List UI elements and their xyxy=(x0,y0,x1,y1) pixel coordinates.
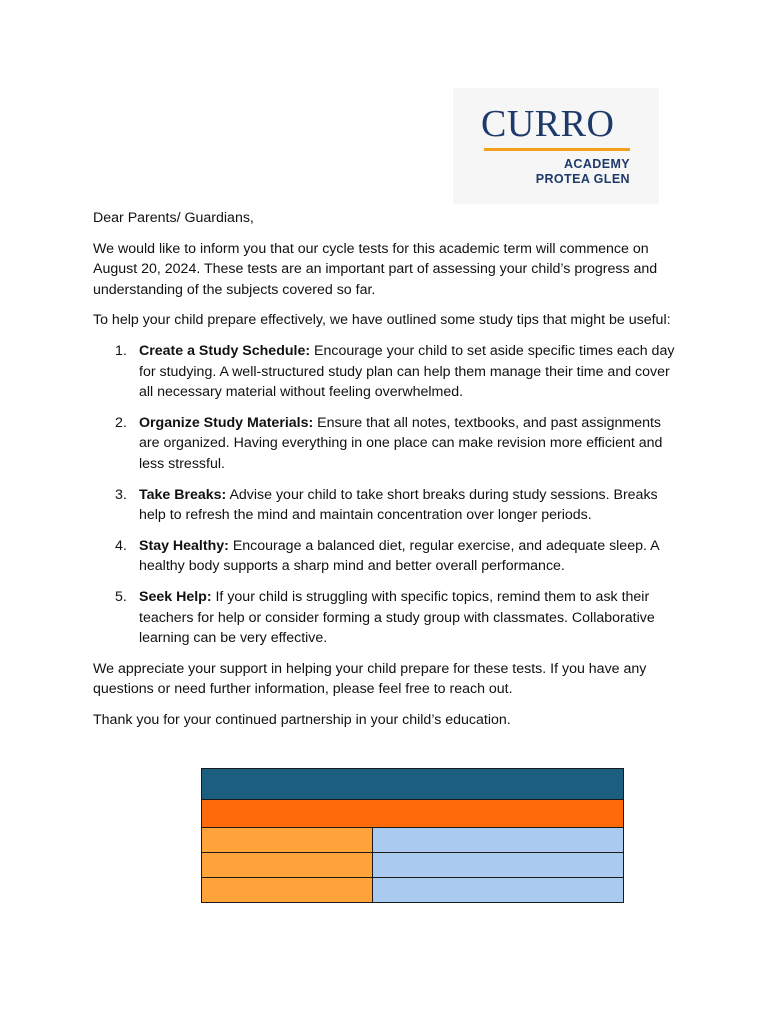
tip-number: 1. xyxy=(115,342,127,359)
tip-text: Advise your child to take short breaks during study sessions. Breaks help to refresh the mind and maintain concentration over longer periods. xyxy=(139,486,658,524)
tip-title: Take Breaks: xyxy=(139,486,227,503)
intro-paragraph: We would like to inform you that our cycle tests for this academic term will commence on August 20, 2024. These tests are an important part of assessing your child’s progress and understanding of the subjects covered so far. xyxy=(93,240,658,298)
tip-number: 4. xyxy=(115,537,127,554)
tip-number: 2. xyxy=(115,414,127,431)
tips-lead-paragraph: To help your child prepare effectively, we have outlined some study tips that might be useful: xyxy=(93,312,671,329)
tip-text: If your child is struggling with specific topics, remind them to ask their teachers for help or consider forming a study group with classmates. Collaborative learning can be very effective. xyxy=(139,588,655,647)
logo-line-academy: ACADEMY xyxy=(564,157,630,171)
table-cell-right xyxy=(373,878,624,903)
table-cell-left xyxy=(202,878,373,903)
study-tips-list xyxy=(93,341,683,649)
tip-text: Encourage a balanced diet, regular exercise, and adequate sleep. A healthy body supports a sharp mind and better overall performance. xyxy=(139,537,659,575)
thanks-paragraph: Thank you for your continued partnership in your child’s education. xyxy=(93,711,511,728)
study-tip xyxy=(93,485,683,526)
tip-title: Create a Study Schedule: xyxy=(139,342,311,359)
study-tip xyxy=(93,536,683,577)
table-subheader-row xyxy=(202,800,624,828)
table-row xyxy=(202,853,624,878)
table-cell-left xyxy=(202,828,373,853)
table-cell-left xyxy=(202,853,373,878)
closing-paragraph: We appreciate your support in helping your child prepare for these tests. If you have any questions or need further information, please feel free to reach out. xyxy=(93,660,647,698)
school-logo xyxy=(453,88,659,204)
logo-divider xyxy=(484,148,630,151)
tip-number: 3. xyxy=(115,486,127,503)
study-tip xyxy=(93,413,683,475)
table-row xyxy=(202,878,624,903)
table-header-row xyxy=(202,769,624,800)
table-header-cell xyxy=(202,769,624,800)
salutation: Dear Parents/ Guardians, xyxy=(93,210,254,226)
tip-text: Encourage your child to set aside specific times each day for studying. A well-structured study plan can help them manage their time and cover all necessary material without feeling overwhelmed. xyxy=(139,342,675,401)
table-row xyxy=(202,828,624,853)
letter-body xyxy=(93,208,683,740)
tip-title: Seek Help: xyxy=(139,588,212,605)
study-tip xyxy=(93,587,683,649)
tip-title: Stay Healthy: xyxy=(139,537,229,554)
study-tip xyxy=(93,341,683,403)
table-cell-right xyxy=(373,828,624,853)
tip-title: Organize Study Materials: xyxy=(139,414,314,431)
logo-wordmark: CURRO xyxy=(481,103,615,145)
logo-line-campus: PROTEA GLEN xyxy=(535,172,630,186)
table-cell-right xyxy=(373,853,624,878)
tip-number: 5. xyxy=(115,588,127,605)
schedule-table xyxy=(201,768,624,903)
table-subheader-cell xyxy=(202,800,624,828)
tip-text: Ensure that all notes, textbooks, and past assignments are organized. Having everything in one place can make revision more efficient and less stressful. xyxy=(139,414,663,472)
